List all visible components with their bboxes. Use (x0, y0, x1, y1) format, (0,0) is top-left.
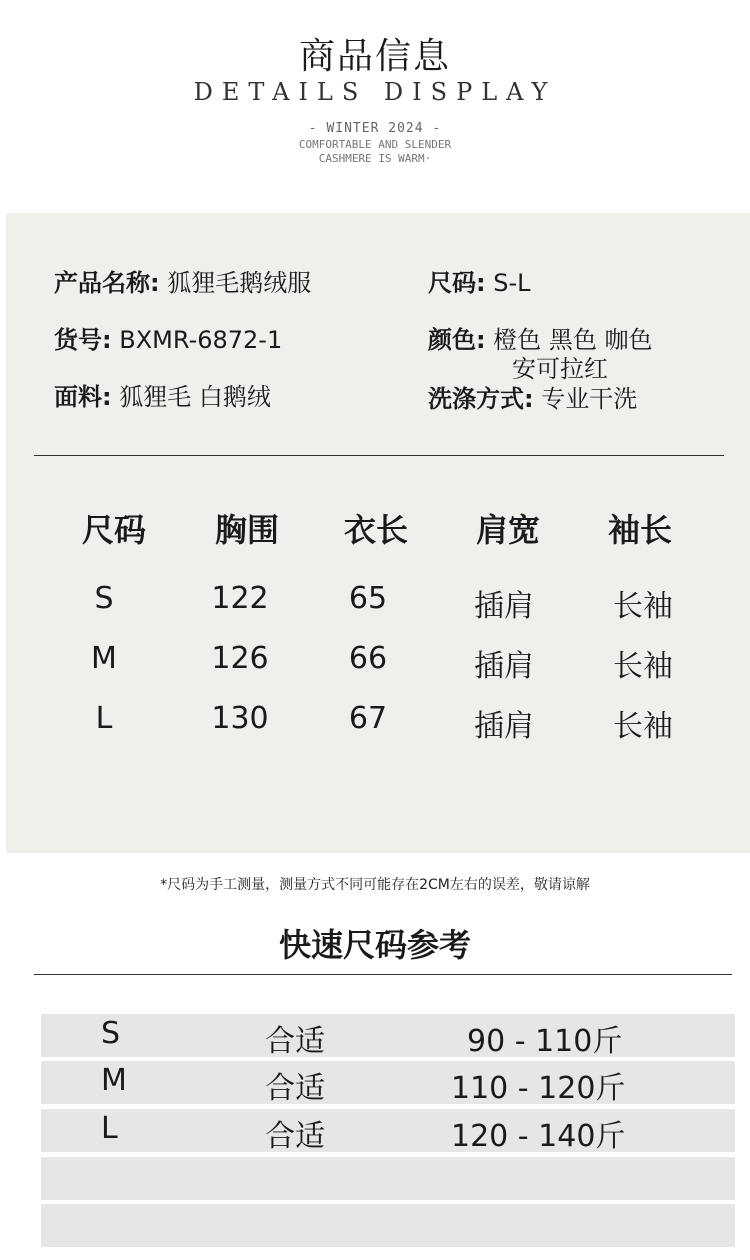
info-size-label: 尺码: (428, 269, 486, 297)
size-table-cell: 长袖 (613, 709, 673, 744)
info-size-value: S-L (493, 269, 531, 297)
quick-ref-row (41, 1014, 735, 1057)
size-table-header: 胸围 (214, 511, 279, 549)
quick-ref-fit: 合适 (265, 1071, 325, 1106)
quick-ref-fit: 合适 (265, 1024, 325, 1059)
quick-ref-size: L (101, 1111, 118, 1146)
info-color-value-line1: 橙色 黑色 咖色 (493, 326, 653, 354)
size-table-cell: 插肩 (474, 649, 534, 684)
size-table-cell: 67 (348, 701, 388, 736)
size-table-cell: S (94, 581, 114, 616)
quick-ref-weight: 110 - 120斤 (451, 1071, 626, 1106)
info-color-value-line2: 安可拉红 (512, 355, 608, 383)
size-table-cell: 65 (348, 581, 388, 616)
info-size (428, 263, 531, 298)
quick-ref-row-empty (41, 1204, 735, 1247)
quick-ref-title: 快速尺码参考 (278, 926, 471, 964)
size-table-cell: M (91, 641, 117, 676)
size-table-cell: 插肩 (474, 589, 534, 624)
info-sku-value: BXMR-6872-1 (119, 326, 283, 354)
size-table-header: 肩宽 (475, 511, 540, 549)
size-table-header: 袖长 (607, 511, 672, 549)
divider (34, 974, 732, 975)
quick-ref-row (41, 1061, 735, 1104)
info-product-name-value: 狐狸毛鹅绒服 (167, 269, 312, 297)
tagline-season: - WINTER 2024 - (308, 121, 442, 136)
size-table-header: 尺码 (81, 511, 146, 549)
quick-ref-size: M (101, 1063, 127, 1098)
size-table-cell: 126 (211, 641, 269, 676)
size-table-cell: 长袖 (613, 649, 673, 684)
size-table-cell: 130 (211, 701, 269, 736)
quick-ref-row-empty (41, 1157, 735, 1200)
info-product-name (54, 263, 311, 298)
info-wash-value: 专业干洗 (541, 385, 638, 413)
info-wash-label: 洗涤方式: (428, 385, 534, 413)
size-table-cell: 长袖 (613, 589, 673, 624)
page-subtitle: DETAILS DISPLAY (193, 78, 557, 106)
info-wash (428, 379, 637, 414)
quick-ref-row (41, 1109, 735, 1152)
info-sku (54, 320, 282, 355)
size-table-cell: L (95, 701, 113, 736)
measurement-note: *尺码为手工测量，测量方式不同可能存在2CM左右的误差，敬请谅解 (160, 877, 590, 893)
info-sku-label: 货号: (54, 326, 112, 354)
quick-ref-fit: 合适 (265, 1119, 325, 1154)
size-table-cell: 66 (348, 641, 388, 676)
size-table-cell: 122 (211, 581, 269, 616)
info-fabric-label: 面料: (54, 383, 112, 411)
info-color-label: 颜色: (428, 326, 486, 354)
tagline-cashmere: CASHMERE IS WARM· (318, 152, 432, 165)
tagline-comfort: COMFORTABLE AND SLENDER (298, 138, 452, 151)
size-table-cell: 插肩 (474, 709, 534, 744)
size-table-header: 衣长 (343, 511, 408, 549)
quick-ref-weight: 90 - 110斤 (467, 1024, 623, 1059)
info-fabric-value: 狐狸毛 白鹅绒 (119, 383, 271, 411)
quick-ref-weight: 120 - 140斤 (451, 1119, 626, 1154)
info-product-name-label: 产品名称: (54, 269, 160, 297)
page-title: 商品信息 (298, 36, 451, 77)
info-fabric (54, 377, 271, 412)
quick-ref-size: S (101, 1016, 121, 1051)
divider (34, 455, 724, 456)
